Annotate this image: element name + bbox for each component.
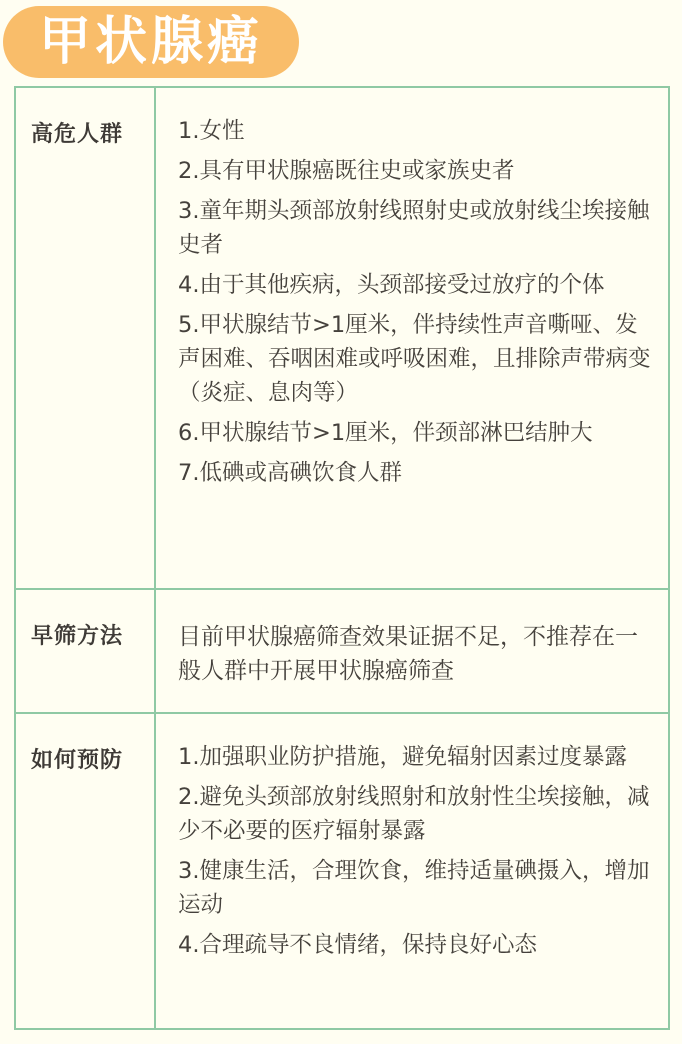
list-item: 4.由于其他疾病，头颈部接受过放疗的个体 <box>178 272 605 298</box>
list-item: 2.避免头颈部放射线照射和放射性尘埃接触，减少不必要的医疗辐射暴露 <box>178 784 650 844</box>
section-label: 如何预防 <box>31 748 124 773</box>
section-label: 高危人群 <box>31 122 124 147</box>
section-high-risk <box>16 88 668 588</box>
list-item: 7.低碘或高碘饮食人群 <box>178 460 402 486</box>
column-divider <box>154 714 156 1030</box>
title-badge <box>3 6 299 78</box>
list-item: 3.童年期头颈部放射线照射史或放射线尘埃接触史者 <box>178 198 650 258</box>
column-divider <box>154 590 156 714</box>
list-item: 3.健康生活，合理饮食，维持适量碘摄入，增加运动 <box>178 858 650 918</box>
list-item: 2.具有甲状腺癌既往史或家族史者 <box>178 158 515 184</box>
column-divider <box>154 88 156 588</box>
section-screening <box>16 588 668 714</box>
list-item: 1.加强职业防护措施，避免辐射因素过度暴露 <box>178 744 627 770</box>
section-prevention <box>16 712 668 1030</box>
section-label: 早筛方法 <box>31 624 124 649</box>
section-content <box>178 114 654 496</box>
info-table <box>14 86 670 1030</box>
page-title: 甲状腺癌 <box>38 12 263 72</box>
list-item: 5.甲状腺结节>1厘米，伴持续性声音嘶哑、发声困难、吞咽困难或呼吸困难，且排除声带病变（炎症、息肉等） <box>178 312 651 406</box>
list-item: 4.合理疏导不良情绪，保持良好心态 <box>178 932 537 958</box>
section-content <box>178 740 654 968</box>
section-content <box>178 620 654 694</box>
list-item: 1.女性 <box>178 118 245 144</box>
list-item: 目前甲状腺癌筛查效果证据不足，不推荐在一般人群中开展甲状腺癌筛查 <box>178 624 638 684</box>
list-item: 6.甲状腺结节>1厘米，伴颈部淋巴结肿大 <box>178 420 593 446</box>
